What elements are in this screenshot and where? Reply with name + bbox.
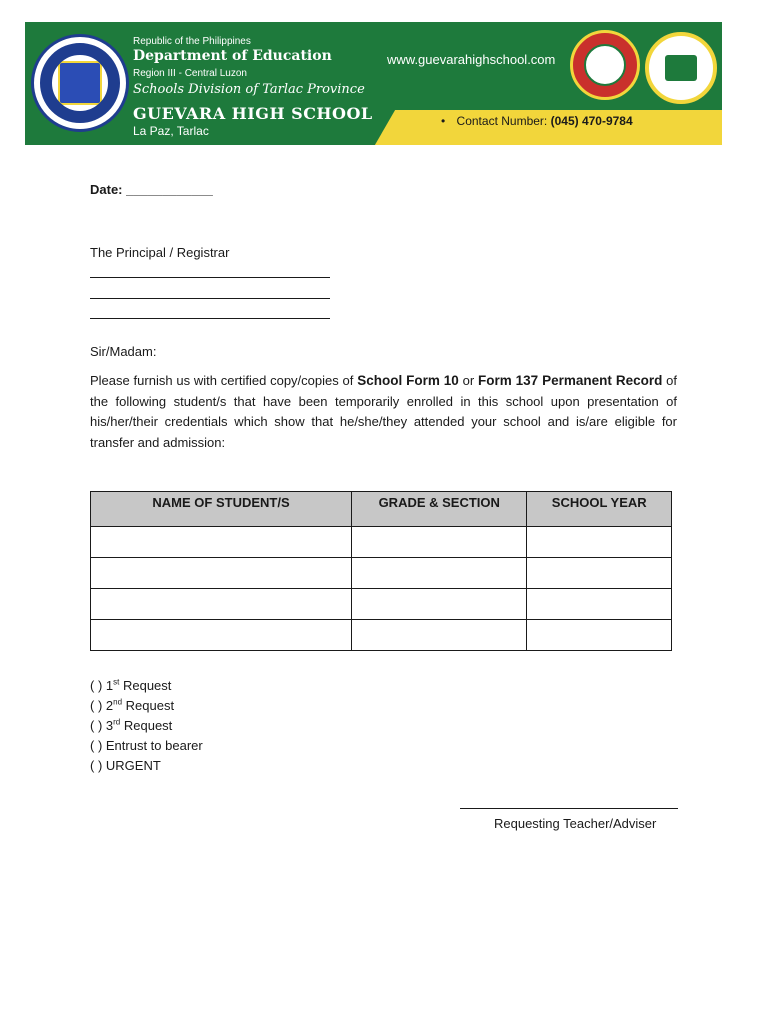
table-cell[interactable]: [91, 589, 352, 620]
para-form137: Form 137 Permanent Record: [477, 373, 663, 388]
bullet-icon: •: [441, 114, 446, 128]
table-cell[interactable]: [91, 558, 352, 589]
checklist-word: Request: [122, 698, 175, 713]
table-cell[interactable]: [352, 589, 527, 620]
table-row: [91, 558, 672, 589]
checklist-sup: rd: [113, 717, 121, 727]
request-paragraph: [90, 371, 677, 453]
republic-text: Republic of the Philippines: [133, 36, 251, 47]
header-banner: [25, 22, 722, 145]
header-grade-section: GRADE & SECTION: [352, 492, 527, 527]
table-row: [91, 527, 672, 558]
division-seal-core: [584, 44, 626, 86]
table-cell[interactable]: [91, 620, 352, 651]
checklist-first-request[interactable]: [90, 676, 203, 696]
division-seal-icon: [570, 30, 640, 100]
school-name: GUEVARA HIGH SCHOOL: [133, 104, 373, 123]
table-cell[interactable]: [352, 620, 527, 651]
checklist-prefix: ( ) 2: [90, 698, 114, 713]
checklist-word: Request: [119, 678, 172, 693]
table-cell[interactable]: [352, 558, 527, 589]
recipient-blank-3: [90, 318, 330, 319]
checklist-sup: st: [113, 677, 120, 687]
contact-line: [441, 114, 633, 128]
department-title: Department of Education: [133, 48, 332, 64]
table-cell[interactable]: [527, 620, 672, 651]
checklist-prefix: ( ) 1: [90, 678, 114, 693]
recipient-blank-2: [90, 298, 330, 299]
contact-label: Contact Number:: [456, 114, 548, 128]
checklist-sup: nd: [113, 697, 123, 707]
table-cell[interactable]: [352, 527, 527, 558]
deped-seal-ring: [40, 43, 120, 123]
checklist-prefix: ( ) 3: [90, 718, 114, 733]
para-or: or: [458, 373, 478, 388]
para-intro: Please furnish us with certified copy/copies of: [90, 373, 358, 388]
table-cell[interactable]: [527, 527, 672, 558]
request-checklist: [90, 676, 203, 776]
checklist-second-request[interactable]: [90, 696, 203, 716]
school-seal-book: [665, 55, 697, 81]
checklist-urgent[interactable]: ( ) URGENT: [90, 758, 161, 773]
table-cell[interactable]: [527, 558, 672, 589]
signature-label: Requesting Teacher/Adviser: [494, 816, 657, 831]
students-table: [90, 491, 672, 651]
school-town: La Paz, Tarlac: [133, 124, 209, 138]
contact-number: (045) 470-9784: [550, 114, 633, 128]
checklist-entrust-bearer[interactable]: ( ) Entrust to bearer: [90, 738, 203, 753]
region-text: Region III - Central Luzon: [133, 68, 247, 79]
checklist-word: Request: [120, 718, 173, 733]
date-label: Date:: [90, 182, 123, 197]
school-seal-icon: [645, 32, 717, 104]
signature-line: [460, 808, 678, 809]
recipient-blank-1: [90, 277, 330, 278]
header-name: NAME OF STUDENT/S: [91, 492, 352, 527]
division-text: Schools Division of Tarlac Province: [133, 82, 365, 97]
date-line: [90, 180, 213, 200]
table-cell[interactable]: [91, 527, 352, 558]
date-blank: ____________: [126, 182, 213, 197]
table-header-row: [91, 492, 672, 527]
school-website: www.guevarahighschool.com: [387, 52, 556, 67]
deped-seal-icon: [31, 34, 129, 132]
table-row: [91, 589, 672, 620]
checklist-third-request[interactable]: [90, 716, 203, 736]
salutation: Sir/Madam:: [90, 344, 157, 359]
table-cell[interactable]: [527, 589, 672, 620]
para-form10: School Form 10: [357, 373, 459, 388]
para-rest: of the following student/s that have been temporarily enrolled in this school upon presentation of his/her/their credentials which show that he/she/they attended your school and is/are eligible for transfer and admission:: [90, 373, 677, 450]
recipient-title: The Principal / Registrar: [90, 245, 230, 260]
table-row: [91, 620, 672, 651]
header-school-year: SCHOOL YEAR: [527, 492, 672, 527]
